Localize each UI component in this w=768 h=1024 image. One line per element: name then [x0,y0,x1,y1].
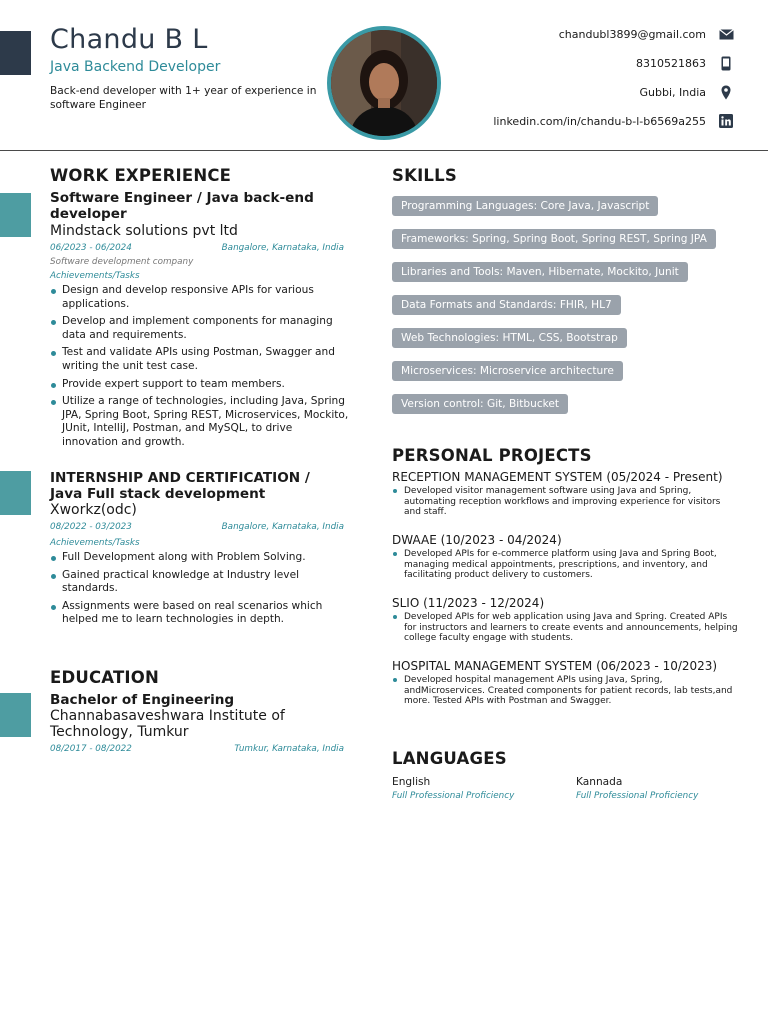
linkedin-text[interactable]: linkedin.com/in/chandu-b-l-b6569a255 [493,114,706,128]
job-1-company-note: Software development company [50,257,194,267]
job-2-company: Xworkz(odc) [50,502,137,518]
list-item: Assignments were based on real scenarios which helped me to learn technologies in depth. [50,600,350,627]
job-1-company: Mindstack solutions pvt ltd [50,223,238,239]
header-divider [0,150,768,151]
list-item: Gained practical knowledge at Industry level standards. [50,569,350,596]
list-item: Developed hospital management APIs using Java, Spring, andMicroservices. Created components for patient records, lab tests,and more. Tested APIs with Postman and Swagger. [392,675,738,707]
linkedin-icon [718,114,734,128]
list-item: Utilize a range of technologies, including Java, Spring JPA, Spring Boot, Spring REST, Microservices, Mockito, JUnit, IntelliJ, Postman, and MySQL, to drive innovation and growth. [50,395,350,449]
candidate-role: Java Backend Developer [50,59,221,75]
list-item: Develop and implement components for managing data and requirements. [50,315,350,342]
resume-header [0,0,768,151]
envelope-icon [718,27,734,41]
education-heading: EDUCATION [50,668,159,687]
project-4-bullets [392,675,738,707]
list-item: Developed APIs for e-commerce platform using Java and Spring Boot, managing medical appointments, prescriptions, and inventory, and facilitating product delivery to customers. [392,549,738,581]
education-degree: Bachelor of Engineering [50,692,235,708]
list-item: Test and validate APIs using Postman, Swagger and writing the unit test case. [50,346,350,373]
education-school: Channabasaveshwara Institute of Technology, Tumkur [50,708,285,740]
education-dates: 08/2017 - 08/2022 [50,744,132,754]
work-experience-heading: WORK EXPERIENCE [50,166,232,185]
skills-list [392,194,732,425]
email-text[interactable]: chandubl3899@gmail.com [558,27,706,41]
location-text: Gubbi, India [639,85,706,99]
candidate-summary: Back-end developer with 1+ year of experience in software Engineer [50,85,317,111]
list-item: Provide expert support to team members. [50,378,350,392]
job-2-meta [50,522,344,532]
job-2-dates: 08/2022 - 03/2023 [50,522,132,532]
contact-location [639,85,734,99]
skills-heading: SKILLS [392,166,457,185]
list-item: Developed visitor management software using Java and Spring, automating reception workflows and improving experience for visitors and staff. [392,486,738,518]
languages-heading: LANGUAGES [392,749,507,768]
skill-tag: Data Formats and Standards: FHIR, HL7 [392,295,621,315]
skill-tag: Version control: Git, Bitbucket [392,394,568,414]
phone-text[interactable]: 8310521863 [636,56,706,70]
job-2-achievements-label: Achievements/Tasks [50,538,140,548]
skill-tag: Libraries and Tools: Maven, Hibernate, Mockito, Junit [392,262,688,282]
contact-phone[interactable] [636,56,734,70]
list-item: Full Development along with Problem Solving. [50,551,350,565]
contact-linkedin[interactable] [493,114,734,128]
phone-icon [718,56,734,70]
job-1-title: Software Engineer / Java back-end developer [50,190,314,222]
education-marker [0,693,31,737]
job-2-title: INTERNSHIP AND CERTIFICATION / Java Full stack development [50,470,310,502]
list-item: Developed APIs for web application using Java and Spring. Created APIs for instructors and learners to create events and announcements, helping college faculty engage with students. [392,612,738,644]
project-3-title: SLIO (11/2023 - 12/2024) [392,596,545,610]
skill-tag: Frameworks: Spring, Spring Boot, Spring REST, Spring JPA [392,229,716,249]
project-2-title: DWAAE (10/2023 - 04/2024) [392,533,562,547]
job-2-bullets [50,551,350,631]
projects-heading: PERSONAL PROJECTS [392,446,592,465]
job-2-location: Bangalore, Karnataka, India [221,522,344,532]
job-2-marker [0,471,31,515]
list-item: Design and develop responsive APIs for various applications. [50,284,350,311]
job-1-location: Bangalore, Karnataka, India [221,243,344,253]
skill-tag: Web Technologies: HTML, CSS, Bootstrap [392,328,627,348]
project-1-bullets [392,486,738,518]
job-1-meta [50,243,344,253]
language-english-level: Full Professional Proficiency [392,791,515,801]
job-1-dates: 06/2023 - 06/2024 [50,243,132,253]
language-kannada-level: Full Professional Proficiency [576,791,699,801]
skill-tag: Programming Languages: Core Java, Javascript [392,196,658,216]
job-1-bullets [50,284,350,454]
language-english: English [392,776,431,788]
skill-tag: Microservices: Microservice architecture [392,361,623,381]
map-pin-icon [718,85,734,99]
project-4-title: HOSPITAL MANAGEMENT SYSTEM (06/2023 - 10/2023) [392,659,718,673]
contact-email[interactable] [559,27,734,41]
candidate-name: Chandu B L [50,24,208,55]
job-1-achievements-label: Achievements/Tasks [50,271,140,281]
header-accent-bar [0,31,31,75]
project-3-bullets [392,612,738,644]
education-location: Tumkur, Karnataka, India [234,744,344,754]
job-1-marker [0,193,31,237]
language-kannada: Kannada [576,776,623,788]
project-1-title: RECEPTION MANAGEMENT SYSTEM (05/2024 - Present) [392,470,723,484]
profile-photo [327,26,441,140]
project-2-bullets [392,549,738,581]
education-meta [50,744,344,754]
